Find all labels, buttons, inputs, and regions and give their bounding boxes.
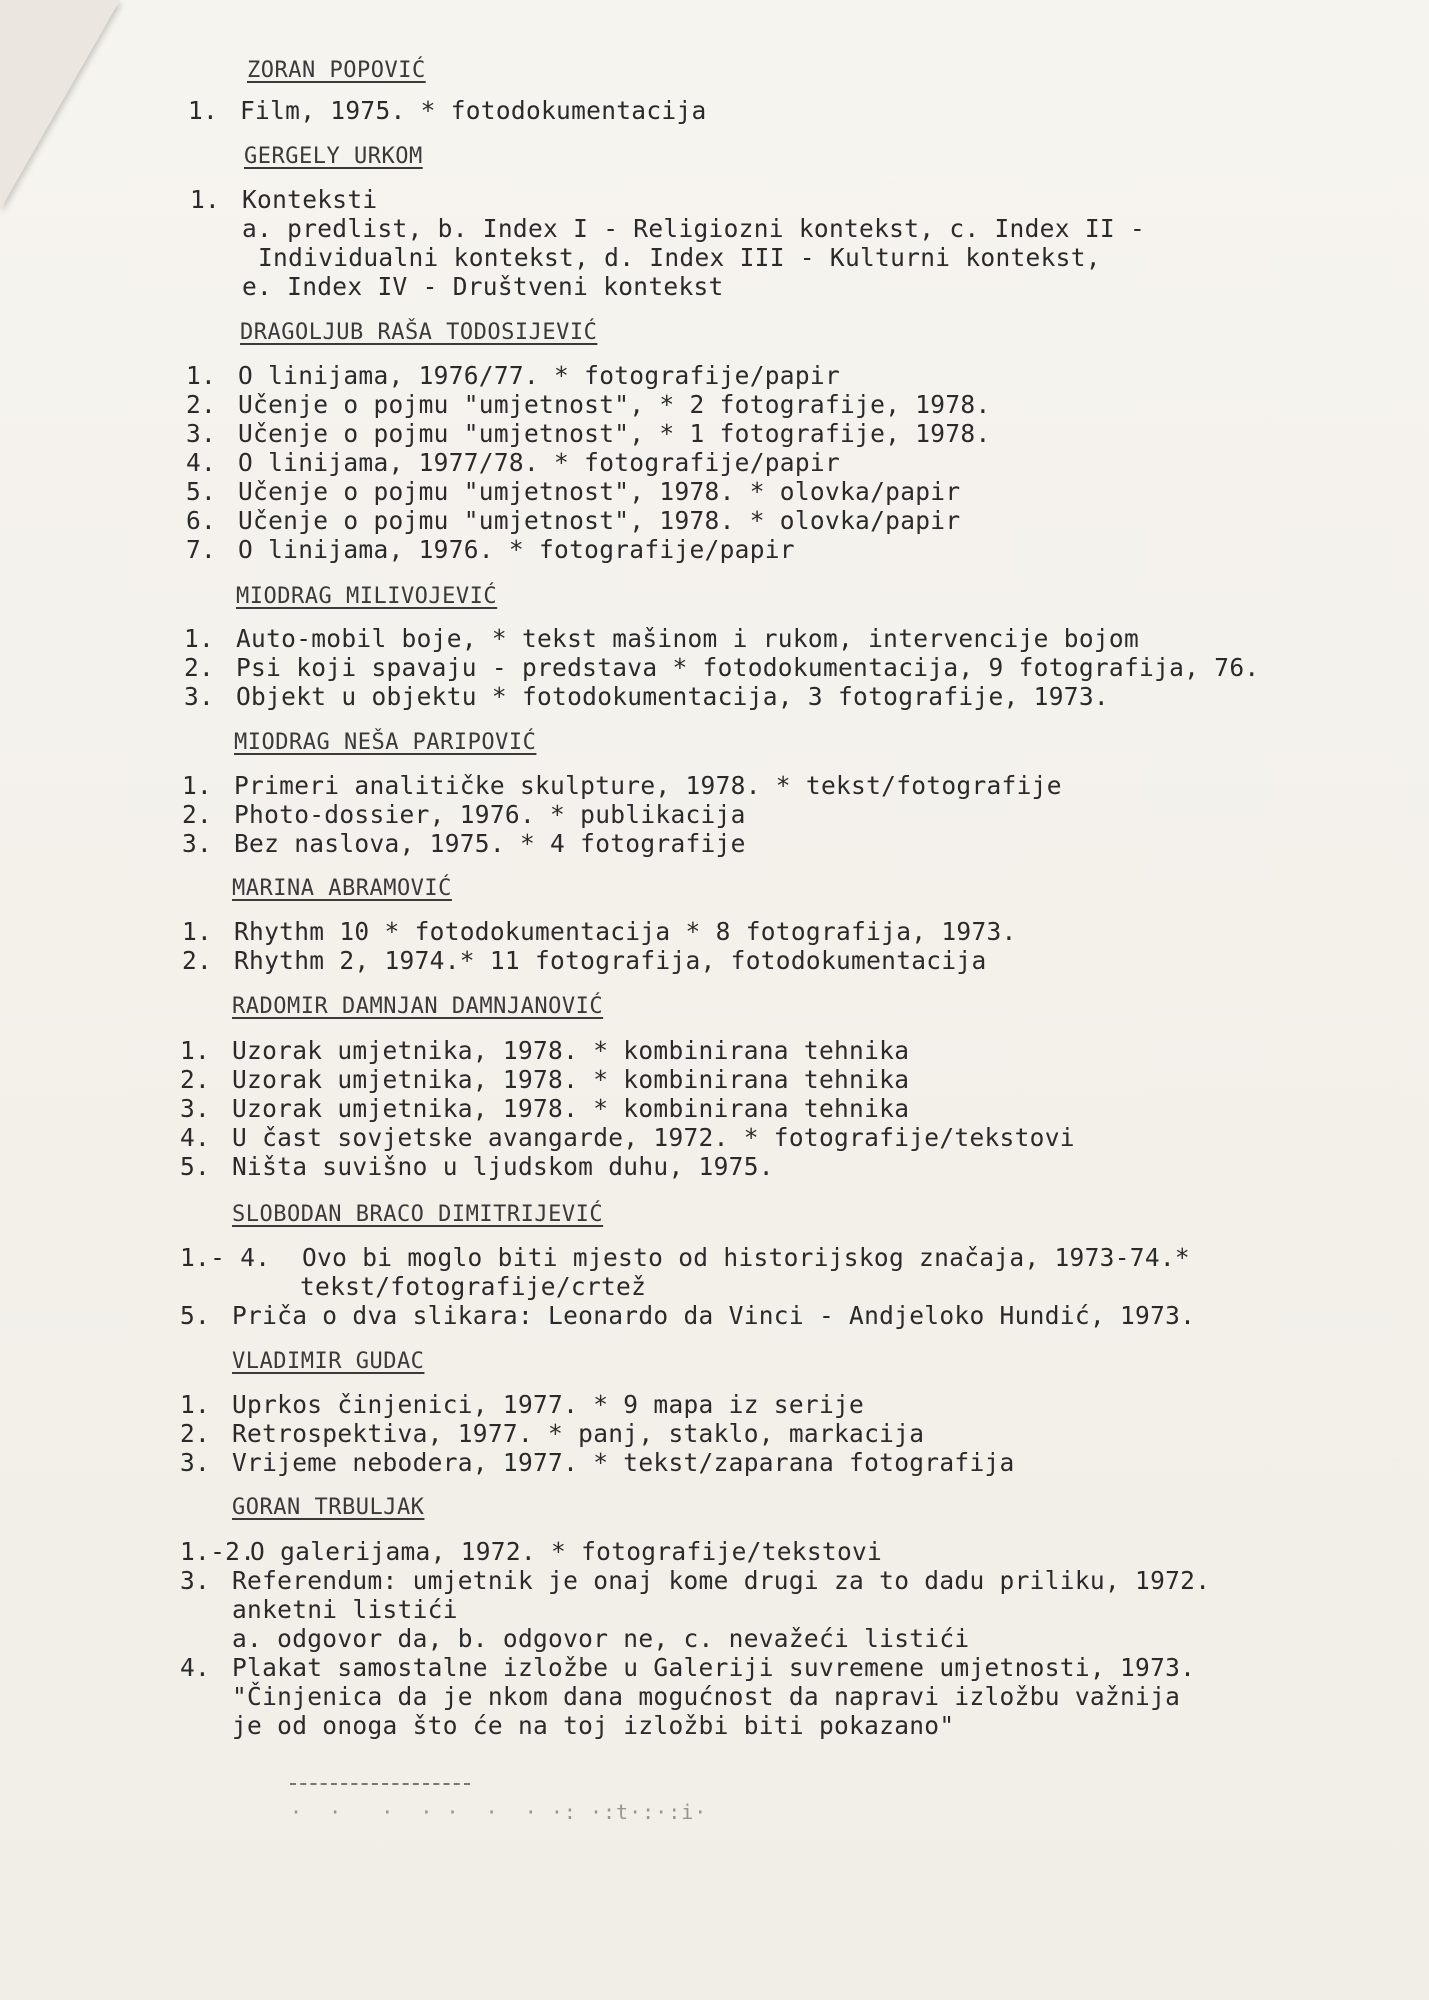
item-text: Učenje o pojmu "umjetnost", 1978. * olovka/papir [238,506,961,535]
item-number: 2. [180,1419,211,1448]
item-text: O linijama, 1976/77. * fotografije/papir [238,361,841,390]
item-number: 3. [180,1566,211,1595]
item-number: 6. [186,506,217,535]
artist-heading: DRAGOLJUB RAŠA TODOSIJEVIĆ [240,320,598,345]
list-item-continuation: tekst/fotografije/crtež [300,1272,647,1301]
item-number: 1. [182,917,213,946]
list-item-continuation: Individualni kontekst, d. Index III - Kulturni kontekst, [258,243,1101,272]
list-item [184,624,1139,653]
item-text: Bez naslova, 1975. * 4 fotografije [234,829,746,858]
list-item [180,1448,1015,1477]
artist-heading: MIODRAG MILIVOJEVIĆ [236,584,498,609]
list-item-continuation: a. odgovor da, b. odgovor ne, c. nevažeći listići [232,1624,970,1653]
list-item [180,1653,1195,1682]
item-text: O linijama, 1976. * fotografije/papir [238,535,795,564]
list-item [182,917,1017,946]
item-text: Učenje o pojmu "umjetnost", * 1 fotografije, 1978. [238,419,991,448]
item-text: U čast sovjetske avangarde, 1972. * fotografije/tekstovi [232,1123,1075,1152]
item-number: 1. [184,624,215,653]
item-number: 2. [180,1065,211,1094]
list-item [180,1065,909,1094]
list-item [186,419,991,448]
list-item [186,448,840,477]
item-text: Rhythm 2, 1974.* 11 fotografija, fotodokumentacija [234,946,987,975]
list-item [182,771,1062,800]
item-number: 1. [190,185,221,214]
artist-heading: RADOMIR DAMNJAN DAMNJANOVIĆ [232,994,604,1019]
artist-heading: GORAN TRBULJAK [232,1495,425,1520]
item-text: O linijama, 1977/78. * fotografije/papir [238,448,841,477]
list-item [184,682,1109,711]
item-text: Retrospektiva, 1977. * panj, staklo, markacija [232,1419,925,1448]
artist-heading: MARINA ABRAMOVIĆ [232,876,452,901]
list-item [186,535,795,564]
item-number: 3. [184,682,215,711]
item-number: 5. [180,1152,211,1181]
item-text: Vrijeme nebodera, 1977. * tekst/zaparana fotografija [232,1448,1015,1477]
list-item-continuation: a. predlist, b. Index I - Religiozni kontekst, c. Index II - [242,214,1146,243]
item-text: Uzorak umjetnika, 1978. * kombinirana tehnika [232,1036,910,1065]
item-number: 5. [180,1301,211,1330]
item-number: 1. [180,1390,211,1419]
list-item [182,946,987,975]
artist-heading: VLADIMIR GUDAC [232,1349,425,1374]
list-item-continuation: anketni listići [232,1595,458,1624]
item-number: 4. [180,1123,211,1152]
item-number: 2. [182,800,213,829]
list-item [180,1094,909,1123]
list-item [180,1566,1210,1595]
item-number: 1.- 4. [180,1243,271,1272]
list-item [180,1390,864,1419]
list-item-continuation: "Činjenica da je nkom dana mogućnost da napravi izložbu važnija [232,1682,1181,1711]
list-item [186,390,991,419]
list-item [180,1123,1075,1152]
item-text: Učenje o pojmu "umjetnost", * 2 fotografije, 1978. [238,390,991,419]
item-text: Auto-mobil boje, * tekst mašinom i rukom, intervencije bojom [236,624,1140,653]
list-item [186,477,960,506]
item-text: Plakat samostalne izložbe u Galeriji suvremene umjetnosti, 1973. [232,1653,1196,1682]
item-number: 2. [182,946,213,975]
item-text: Priča o dva slikara: Leonardo da Vinci - Andjeloko Hundić, 1973. [232,1301,1196,1330]
list-item [180,1152,774,1181]
item-number: 1. [186,361,217,390]
item-number: 1.-2. [180,1537,256,1566]
artist-heading: GERGELY URKOM [244,144,423,169]
list-item [180,1419,924,1448]
item-text: Uzorak umjetnika, 1978. * kombinirana tehnika [232,1065,910,1094]
artist-heading: SLOBODAN BRACO DIMITRIJEVIĆ [232,1202,604,1227]
item-number: 2. [186,390,217,419]
item-text: Uprkos činjenici, 1977. * 9 mapa iz serije [232,1390,865,1419]
artist-heading: ZORAN POPOVIĆ [247,58,426,83]
item-text: Objekt u objektu * fotodokumentacija, 3 fotografije, 1973. [236,682,1109,711]
item-number: 1. [182,771,213,800]
item-text: Uzorak umjetnika, 1978. * kombinirana tehnika [232,1094,910,1123]
item-text: Učenje o pojmu "umjetnost", 1978. * olovka/papir [238,477,961,506]
item-text: Ništa suvišno u ljudskom duhu, 1975. [232,1152,774,1181]
item-number: 5. [186,477,217,506]
list-item-continuation: e. Index IV - Društveni kontekst [242,272,724,301]
item-number: 3. [186,419,217,448]
list-item [180,1301,1195,1330]
list-item [184,653,1259,682]
item-number: 2. [184,653,215,682]
list-item [190,185,377,214]
item-text: Psi koji spavaju - predstava * fotodokumentacija, 9 fotografija, 76. [236,653,1260,682]
list-item-continuation: je od onoga što će na toj izložbi biti pokazano" [232,1711,955,1740]
item-text: Rhythm 10 * fotodokumentacija * 8 fotografija, 1973. [234,917,1017,946]
list-item [180,1243,1190,1272]
list-item [186,506,960,535]
separator-line [290,1783,470,1785]
item-number: 4. [180,1653,211,1682]
artist-heading: MIODRAG NEŠA PARIPOVIĆ [234,730,537,755]
item-text: Photo-dossier, 1976. * publikacija [234,800,746,829]
faint-footer-text: · · · · · · · ·: ·:t·:·:i· [290,1800,708,1824]
item-text: O galerijama, 1972. * fotografije/tekstovi [250,1537,883,1566]
item-text: Referendum: umjetnik je onaj kome drugi za to dadu priliku, 1972. [232,1566,1211,1595]
item-number: 3. [182,829,213,858]
list-item [180,1537,882,1566]
list-item [182,800,746,829]
item-text: Konteksti [242,185,378,214]
item-number: 1. [180,1036,211,1065]
list-item [186,361,840,390]
item-number: 7. [186,535,217,564]
list-item [180,1036,909,1065]
item-number: 4. [186,448,217,477]
list-item [182,829,746,858]
item-text: Ovo bi moglo biti mjesto od historijskog značaja, 1973-74.* [302,1243,1190,1272]
item-number: 3. [180,1448,211,1477]
item-number: 3. [180,1094,211,1123]
item-number: 1. [188,96,219,125]
item-text: Film, 1975. * fotodokumentacija [240,96,707,125]
item-text: Primeri analitičke skulpture, 1978. * tekst/fotografije [234,771,1062,800]
list-item [188,96,707,125]
